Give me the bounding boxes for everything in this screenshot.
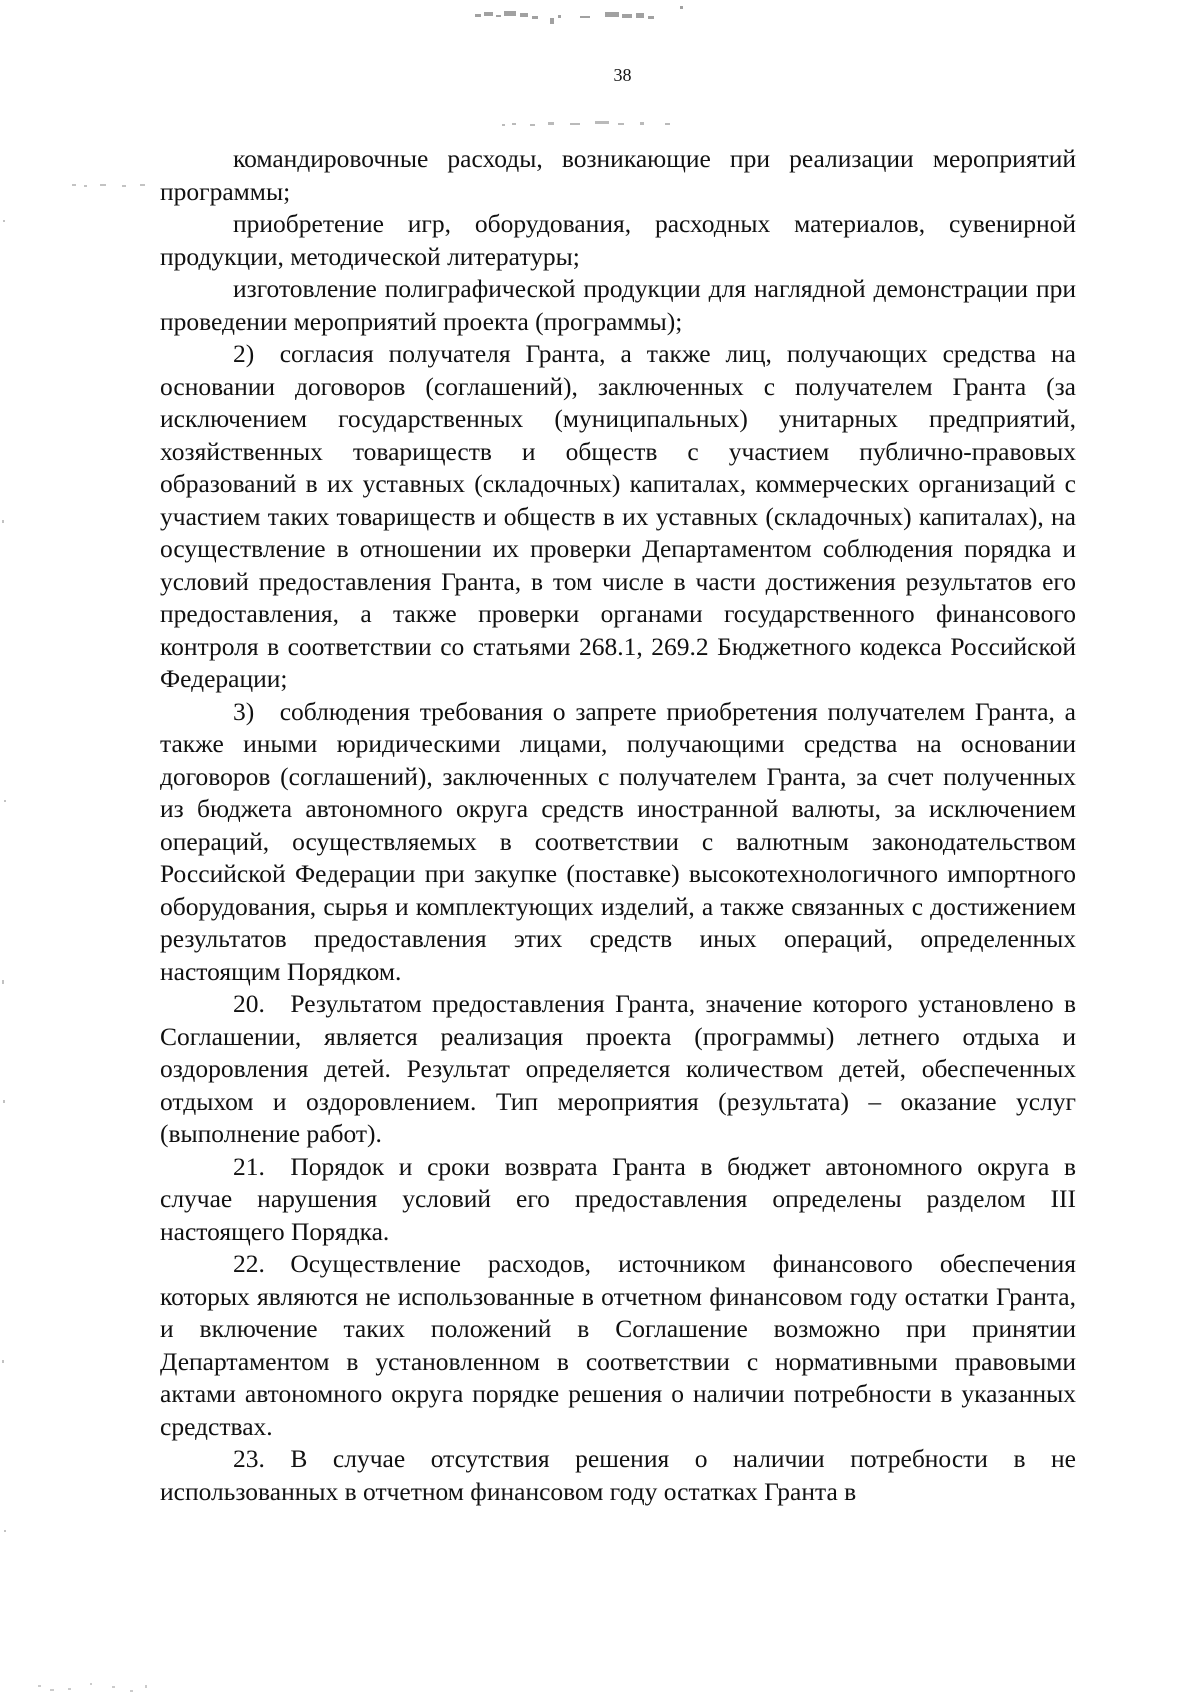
scan-edge-speckles [0,100,20,1680]
paragraph: 22. Осуществление расходов, источником финансового обеспечения которых являются не использованные в отчетном финансовом году остатки Гранта, и включение таких положений в Соглашение возможно при принятии Департаментом в установленном в соответствии с нормативными правовыми актами автономного округа порядке решения о наличии потребности в указанных средствах. [160,1249,1076,1441]
paragraph: 23. В случае отсутствия решения о наличии потребности в не использованных в отчетном финансовом году остатках Гранта в [160,1444,1076,1506]
document-body [160,143,1076,1508]
scan-artifact-bottom [30,1655,160,1695]
paragraph: приобретение игр, оборудования, расходных материалов, сувенирной продукции, методической литературы; [160,209,1076,271]
paragraph: 3) соблюдения требования о запрете приобретения получателем Гранта, а также иными юридическими лицами, получающими средства на основании договоров (соглашений), заключенных с получателем Гранта, за счет полученных из бюджета автономного округа средств иностранной валюты, за исключением операций, осуществляемых в соответствии с валютным законодательством Российской Федерации при закупке (поставке) высокотехнологичного импортного оборудования, сырья и комплектующих изделий, а также связанных с достижением результатов предоставления этих средств иных операций, определенных настоящим Порядком. [160,696,1076,986]
page-number: 38 [613,65,632,85]
scan-artifact-left [70,180,160,190]
paragraph: 2) согласия получателя Гранта, а также лиц, получающих средства на основании договоров (соглашений), заключенных с получателем Гранта (за исключением государственных (муниципальных) унитарных предприятий, хозяйственных товариществ и обществ с участием публично-правовых образований в их уставных (складочных) капиталах, коммерческих организаций с участием таких товариществ и обществ в их уставных (складочных) капиталах), на осуществление в отношении их проверки Департаментом соблюдения порядка и условий предоставления Гранта, в том числе в части достижения результатов его предоставления, а также проверки органами государственного финансового контроля в соответствии со статьями 268.1, 269.2 Бюджетного кодекса Российской Федерации; [160,339,1076,693]
scan-artifact-under-page-number [500,118,690,130]
paragraph: изготовление полиграфической продукции для наглядной демонстрации при проведении мероприятий проекта (программы); [160,274,1076,336]
paragraph: 20. Результатом предоставления Гранта, значение которого установлено в Соглашении, является реализация проекта (программы) летнего отдыха и оздоровления детей. Результат определяется количеством детей, обеспеченных отдыхом и оздоровлением. Тип мероприятия (результата) – оказание услуг (выполнение работ). [160,989,1076,1148]
paragraph: командировочные расходы, возникающие при реализации мероприятий программы; [160,144,1076,206]
paragraph: 21. Порядок и сроки возврата Гранта в бюджет автономного округа в случае нарушения условий его предоставления определены разделом III настоящего Порядка. [160,1151,1076,1246]
scan-artifact-top [470,4,720,30]
